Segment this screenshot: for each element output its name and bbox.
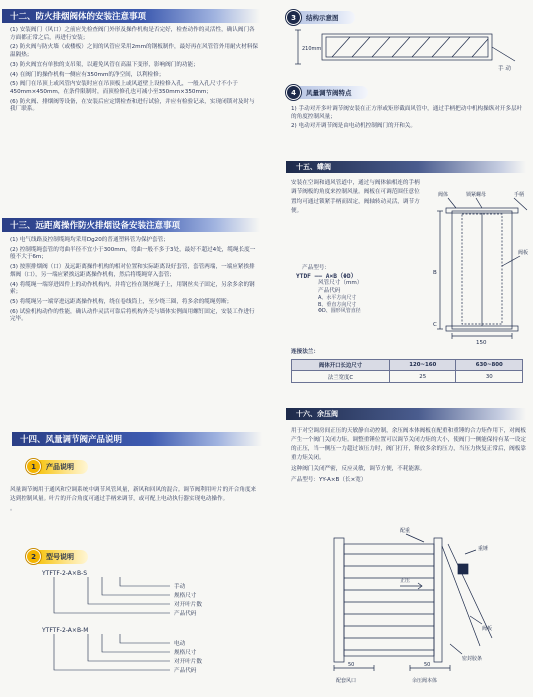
model-label: 规格尺寸 [174, 650, 197, 656]
model-label: 规格尺寸 [174, 593, 197, 599]
manual-label: 手 动 [498, 66, 511, 72]
table-cell: 阀体开口长边尺寸 [292, 360, 390, 371]
paragraph: 这种阀门关闭严密，反应灵敏，调节方便，不耗能源。 [291, 466, 426, 473]
features-list [291, 106, 526, 133]
label-body: 阀体 [438, 192, 449, 198]
model-code-manual: YTFTF-2-A×B-S [42, 570, 88, 577]
model-label: 产品代码 [174, 668, 197, 674]
label-width: 150 [476, 340, 487, 346]
table-cell: 630~800 [456, 360, 523, 371]
section-13-banner [2, 218, 260, 232]
section-13-title: 十三、远距离操作防火排烟设备安装注意事项 [10, 221, 181, 231]
list-item: (5) 阀门在吊顶上或风管内安装时应在吊顶板上或风道壁上设检修入孔，一般入孔尺寸不小于450mm×450mm，在条件限制时，而顶检修孔也可减小至350mm×350mm； [10, 81, 238, 95]
paragraph: 安装在空调和通风管道中，通过与阀体轴相连的手柄调节阀板的角度来控制风量。阀板在可调范围任意位置均可通过锁紧手柄而固定，阀轴转动灵活，调节方便。 [291, 180, 420, 215]
model-line: 产品型号：YY-A×B（长×宽） [291, 477, 367, 484]
product-description-heading [26, 459, 88, 474]
model-title: 产品型号： [302, 265, 330, 271]
label-hammer: 重锤 [478, 546, 489, 552]
pressure-relief-valve-diagram [300, 526, 526, 696]
step-number: 3 [286, 10, 301, 25]
list-item: (2) 控制缆绳套管的弯曲半径不宜小于300mm，弯曲一般不多于3处，最好不超过4处，缆绳长度一般不大于6m； [10, 246, 256, 261]
list-item: (2) 防火阀与防火墙（或楼板）之间的风管应采用2mm的钢板制作，最好再在风管管外用耐火材料保温隔热； [10, 44, 258, 58]
pressure-valve-description [291, 427, 526, 488]
label-plate: 阀板 [482, 626, 493, 632]
list-item: (5) 将缆绳另一端穿进远距离操作机构，绕在卷线筒上，至少绕三圈，将多余的缆绳剪断； [10, 298, 233, 305]
label-body: 余压阀本体 [412, 678, 438, 684]
label-b: B [433, 270, 437, 276]
paragraph: 用于对空调房间正压的天敏静自动控制，余压阀本体阀板在配重和重锤的合力矩作用下，对阀板产生一个阀门关闭力矩。调整重锤位置可以调节关闭力矩的大小，使阀门一侧能保持有某一设定的正压，当一侧压一力超过该压力时，阀门打开，释放多余的压力，当压力恢复正常后，阀板靠重力矩关闭。 [291, 428, 526, 461]
model-label: 对开叶片数 [174, 659, 202, 665]
model-note: B、垂直方向尺寸 [318, 301, 357, 308]
model-label: 产品代码 [174, 611, 197, 617]
table-row [292, 371, 523, 382]
label-handle: 手柄 [514, 192, 525, 198]
damper-structure-diagram [290, 28, 530, 74]
section-16-header [286, 408, 526, 420]
model-note: A、水平方向尺寸 [318, 295, 357, 302]
section-16-title: 十六、余压阀 [296, 410, 338, 418]
table-cell: 30 [456, 371, 523, 382]
section-12-list [10, 27, 260, 116]
flange-table-title: 连接法兰： [291, 349, 319, 355]
butterfly-model-block [296, 265, 426, 315]
table-cell: 120~160 [389, 360, 456, 371]
heading-label: 风量调节阀特点 [294, 86, 368, 99]
list-item: (3) 按照排烟阀（口）及远距离操作机构的相对位置和实际距离设好套管，套管两端，一端应紧挨排烟阀（口），另一端应紧挨远距离操作机构，然后将缆绳穿入套管； [10, 264, 255, 278]
label-plate: 阀板 [518, 250, 529, 256]
heading-label: 型号说明 [34, 550, 88, 564]
label-seal: 密封胶条 [462, 656, 483, 662]
structure-diagram-heading [286, 10, 355, 25]
label-c: C [433, 322, 437, 328]
model-sub: 风管尺寸（mm） [318, 280, 363, 287]
model-label: 对开叶片数 [174, 602, 202, 608]
list-item: (4) 将缆绳一端穿进固件上的动作机构内，并将它拴在钢丝绳子上，用钢丝夹子固定，另余多余的钢索； [10, 281, 255, 296]
heading-label: 结构示意图 [294, 11, 355, 24]
product-description-text [10, 486, 260, 516]
model-code: YTDF ―― A×B（ΦD） [296, 272, 357, 280]
list-item: 1) 手动对开多叶调节阀安装在正方形或矩形截面风管中，通过手柄把动中机构操纵对开多层叶的角度控制风量； [291, 106, 523, 120]
section-14-title: 十四、风量调节阀产品说明 [20, 435, 123, 445]
model-note: ΦD、圆形风管直径 [318, 308, 361, 315]
step-number: 2 [26, 549, 41, 564]
features-heading [286, 85, 368, 100]
paragraph: 风量调节阀用于通风和空调系统中调节风管风量，新风和回风的混合。调节阀利用叶片的开合角度来达到控制风量。叶片的开合角度可通过手柄来调节，或可配上电动执行器实现电动操作。 [10, 487, 257, 502]
table-cell: 法兰宽度C [292, 371, 390, 382]
butterfly-valve-diagram [432, 186, 532, 346]
model-code-diagram [40, 565, 240, 695]
step-number: 1 [26, 459, 41, 474]
label-lock-nut: 锁紧螺母 [466, 192, 487, 198]
model-label: 手动 [174, 584, 186, 590]
flange-table [291, 359, 523, 383]
list-item: (6) 防火阀、排烟阀等设备，在安装后应定期检查和进行试验，并应有检验记录，实现闭锁对及时与我厂联系。 [10, 98, 255, 113]
label-w2: 50 [424, 662, 431, 668]
table-header-row [292, 360, 523, 371]
label-frame: 配套风口 [336, 678, 357, 684]
label-pressure: 正压 [400, 578, 411, 584]
paragraph-tail: 。 [10, 506, 16, 513]
label-w1: 50 [348, 662, 355, 668]
dimension-label: 210mm [302, 46, 322, 52]
list-item: (3) 防火阀宜有单独的支吊架，以避免风管在高温下变形，影响阀门的功能； [10, 61, 199, 68]
label-counterweight: 配重 [400, 528, 411, 534]
model-sub2: 产品代码 [318, 287, 341, 294]
model-code-electric: YTFTF-2-A×B-M [42, 627, 89, 634]
table-cell: 25 [389, 371, 456, 382]
model-label: 电动 [174, 641, 186, 647]
list-item: (6) 试验机构动作的性能，确认动作灵活可靠后将机构外壳与墙体实例面用螺钉固定，安装工作进行完毕。 [10, 308, 255, 323]
model-description-heading [26, 549, 88, 564]
list-item: (1) 电气线路及控制缆绳均采用Dg20的普通塑料管为保护套管； [10, 237, 169, 243]
list-item: (1) 安装阀门（风口）之前应先检查阀门外形及操作机构是否完好，检查动作的灵活性，确认阀门各方面都正常之后，再进行安装； [10, 27, 255, 41]
section-12-title: 十二、防火排烟阀体的安装注意事项 [10, 12, 147, 22]
section-15-title: 十五、蝶阀 [296, 163, 331, 171]
butterfly-valve-description [291, 179, 421, 219]
list-item: 2) 电动对开调节阀是由电动机控制阀门的开和关。 [291, 123, 416, 130]
section-14-banner [12, 432, 262, 446]
section-15-header [286, 161, 526, 173]
section-13-list [10, 237, 260, 326]
list-item: (4) 在阀门的操作机构一侧应有350mm的净空间，以利检修； [10, 71, 165, 78]
section-12-banner [2, 9, 260, 23]
step-number: 4 [286, 85, 301, 100]
heading-label: 产品说明 [34, 460, 88, 474]
